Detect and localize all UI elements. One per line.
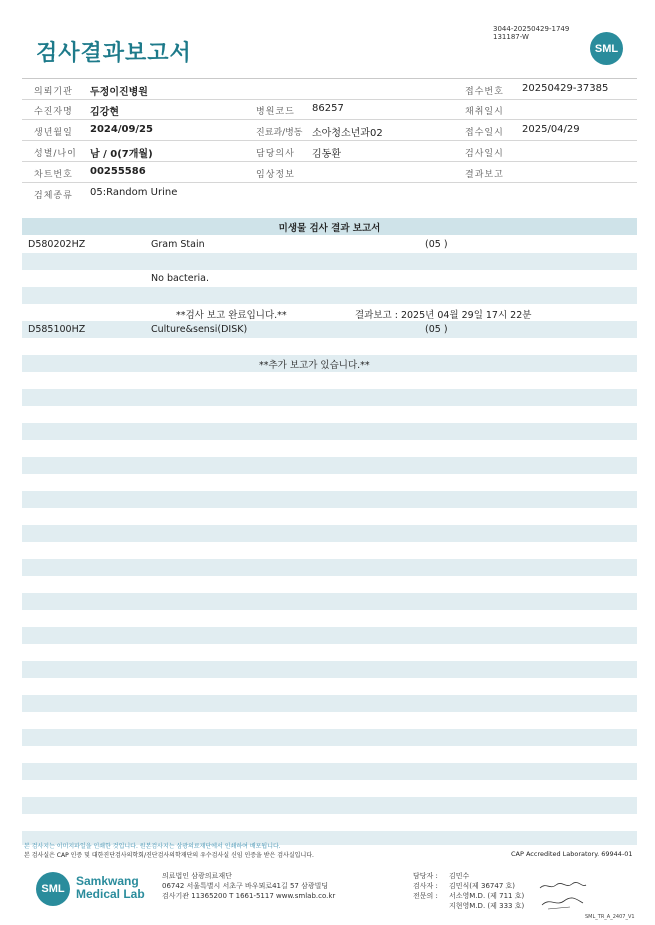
hospital-code-label: 병원코드 bbox=[256, 107, 295, 117]
stripe bbox=[22, 797, 637, 814]
stripe bbox=[22, 457, 637, 474]
stripe bbox=[22, 559, 637, 576]
page-title: 검사결과보고서 bbox=[36, 41, 192, 66]
header-row-6 bbox=[22, 183, 637, 203]
header-row-2 bbox=[22, 99, 637, 120]
cap-accreditation: CAP Accredited Laboratory. 69944-01 bbox=[511, 850, 633, 858]
section-header bbox=[22, 218, 637, 235]
doc-number-line-2: 131187-W bbox=[493, 33, 529, 41]
stripe bbox=[22, 763, 637, 780]
footer-note-2: 본 검사실은 CAP 인증 및 대한진단검사의학회/진단검사의학재단의 우수검사실 신임 인증을 받은 검사실입니다. bbox=[24, 852, 314, 859]
header-row-5 bbox=[22, 162, 637, 183]
stripe bbox=[22, 287, 637, 304]
receipt-date-label: 접수일시 bbox=[465, 128, 504, 138]
specimen-value: 05:Random Urine bbox=[90, 187, 178, 198]
lab-brand-line-2: Medical Lab bbox=[76, 887, 145, 901]
staff-labels bbox=[413, 871, 438, 901]
header-row-4 bbox=[22, 141, 637, 162]
lab-brand-line-1: Samkwang bbox=[76, 874, 139, 888]
report-label: 결과보고 bbox=[465, 170, 504, 180]
staff-label-3: 전문의 : bbox=[413, 892, 438, 900]
staff-label-2: 검사자 : bbox=[413, 882, 438, 890]
specimen-code: (05 ) bbox=[425, 239, 448, 250]
report-complete-text: **검사 보고 완료입니다.** bbox=[176, 310, 287, 321]
test-code: D585100HZ bbox=[28, 324, 86, 335]
stripe bbox=[22, 253, 637, 270]
chart-label: 차트번호 bbox=[34, 170, 73, 180]
dob-value: 2024/09/25 bbox=[90, 124, 153, 135]
patient-label: 수진자명 bbox=[34, 107, 73, 117]
signature-icon bbox=[540, 893, 585, 911]
stripe bbox=[22, 525, 637, 542]
receipt-no-value: 20250429-37385 bbox=[522, 83, 609, 94]
stripe bbox=[22, 627, 637, 644]
stripe bbox=[22, 423, 637, 440]
doctor-value: 김동환 bbox=[312, 149, 341, 160]
footer-note-1: 본 검사지는 이미지파일을 인쇄한 것입니다. 원본검사지는 삼광의료재단에서 인쇄하여 배포됩니다. bbox=[24, 843, 281, 850]
stripe bbox=[22, 321, 637, 338]
stripe bbox=[22, 593, 637, 610]
form-code: SML_TR_A_2407_V1 bbox=[585, 914, 635, 920]
hospital-code-value: 86257 bbox=[312, 103, 344, 114]
result-text: No bacteria. bbox=[151, 273, 209, 284]
clinical-label: 임상정보 bbox=[256, 170, 295, 180]
collect-label: 채취일시 bbox=[465, 107, 504, 117]
stripe bbox=[22, 729, 637, 746]
doc-number-line-1: 3044-20250429-1749 bbox=[493, 25, 570, 33]
header-row-1 bbox=[22, 78, 637, 100]
specimen-code: (05 ) bbox=[425, 324, 448, 335]
staff-values bbox=[449, 871, 524, 911]
receipt-date-value: 2025/04/29 bbox=[522, 124, 580, 135]
orderer-label: 의뢰기관 bbox=[34, 87, 73, 97]
doctor-label: 담당의사 bbox=[256, 149, 295, 159]
sml-footer-logo-icon: SML bbox=[36, 872, 70, 906]
staff-label-1: 담당자 : bbox=[413, 872, 438, 880]
dob-label: 생년월일 bbox=[34, 128, 73, 138]
patient-value: 김강현 bbox=[90, 107, 119, 118]
test-code: D580202HZ bbox=[28, 239, 86, 250]
staff-value-2: 김민식(제 36747 호) bbox=[449, 882, 515, 890]
stripe bbox=[22, 695, 637, 712]
specimen-label: 검체종류 bbox=[34, 191, 73, 201]
orderer-value: 두정이진병원 bbox=[90, 87, 148, 98]
sml-logo-icon: SML bbox=[590, 32, 623, 65]
test-name: Culture&sensi(DISK) bbox=[151, 324, 248, 335]
stripe bbox=[22, 491, 637, 508]
dept-label: 진료과/병동 bbox=[256, 128, 303, 138]
receipt-no-label: 접수번호 bbox=[465, 87, 504, 97]
section-title: 미생물 검사 결과 보고서 bbox=[278, 223, 381, 234]
staff-value-4: 지현영M.D. (제 333 호) bbox=[449, 902, 525, 910]
lab-org: 의료법인 삼광의료재단 bbox=[162, 872, 232, 880]
lab-contact: 검사기관 11365200 T 1661-5117 www.smlab.co.kr bbox=[162, 892, 336, 900]
sex-value: 남 / 0(7개월) bbox=[90, 149, 153, 160]
stripe bbox=[22, 661, 637, 678]
stripe bbox=[22, 389, 637, 406]
additional-report-text: **추가 보고가 있습니다.** bbox=[259, 360, 370, 371]
test-date-label: 검사일시 bbox=[465, 149, 504, 159]
signature-icon bbox=[538, 880, 588, 892]
lab-brand bbox=[76, 875, 145, 901]
header-row-3 bbox=[22, 120, 637, 141]
dept-value: 소아청소년과02 bbox=[312, 128, 383, 139]
test-name: Gram Stain bbox=[151, 239, 205, 250]
staff-value-3: 서소영M.D. (제 711 호) bbox=[449, 892, 525, 900]
lab-info bbox=[162, 871, 335, 901]
staff-value-1: 김민수 bbox=[449, 872, 470, 880]
sex-label: 성별/나이 bbox=[34, 149, 77, 159]
report-time: 결과보고 : 2025년 04월 29일 17시 22분 bbox=[355, 310, 532, 321]
lab-address: 06742 서울특별시 서초구 바우뫼로41길 57 삼광빌딩 bbox=[162, 882, 329, 890]
document-number bbox=[493, 25, 569, 41]
chart-value: 00255586 bbox=[90, 166, 146, 177]
